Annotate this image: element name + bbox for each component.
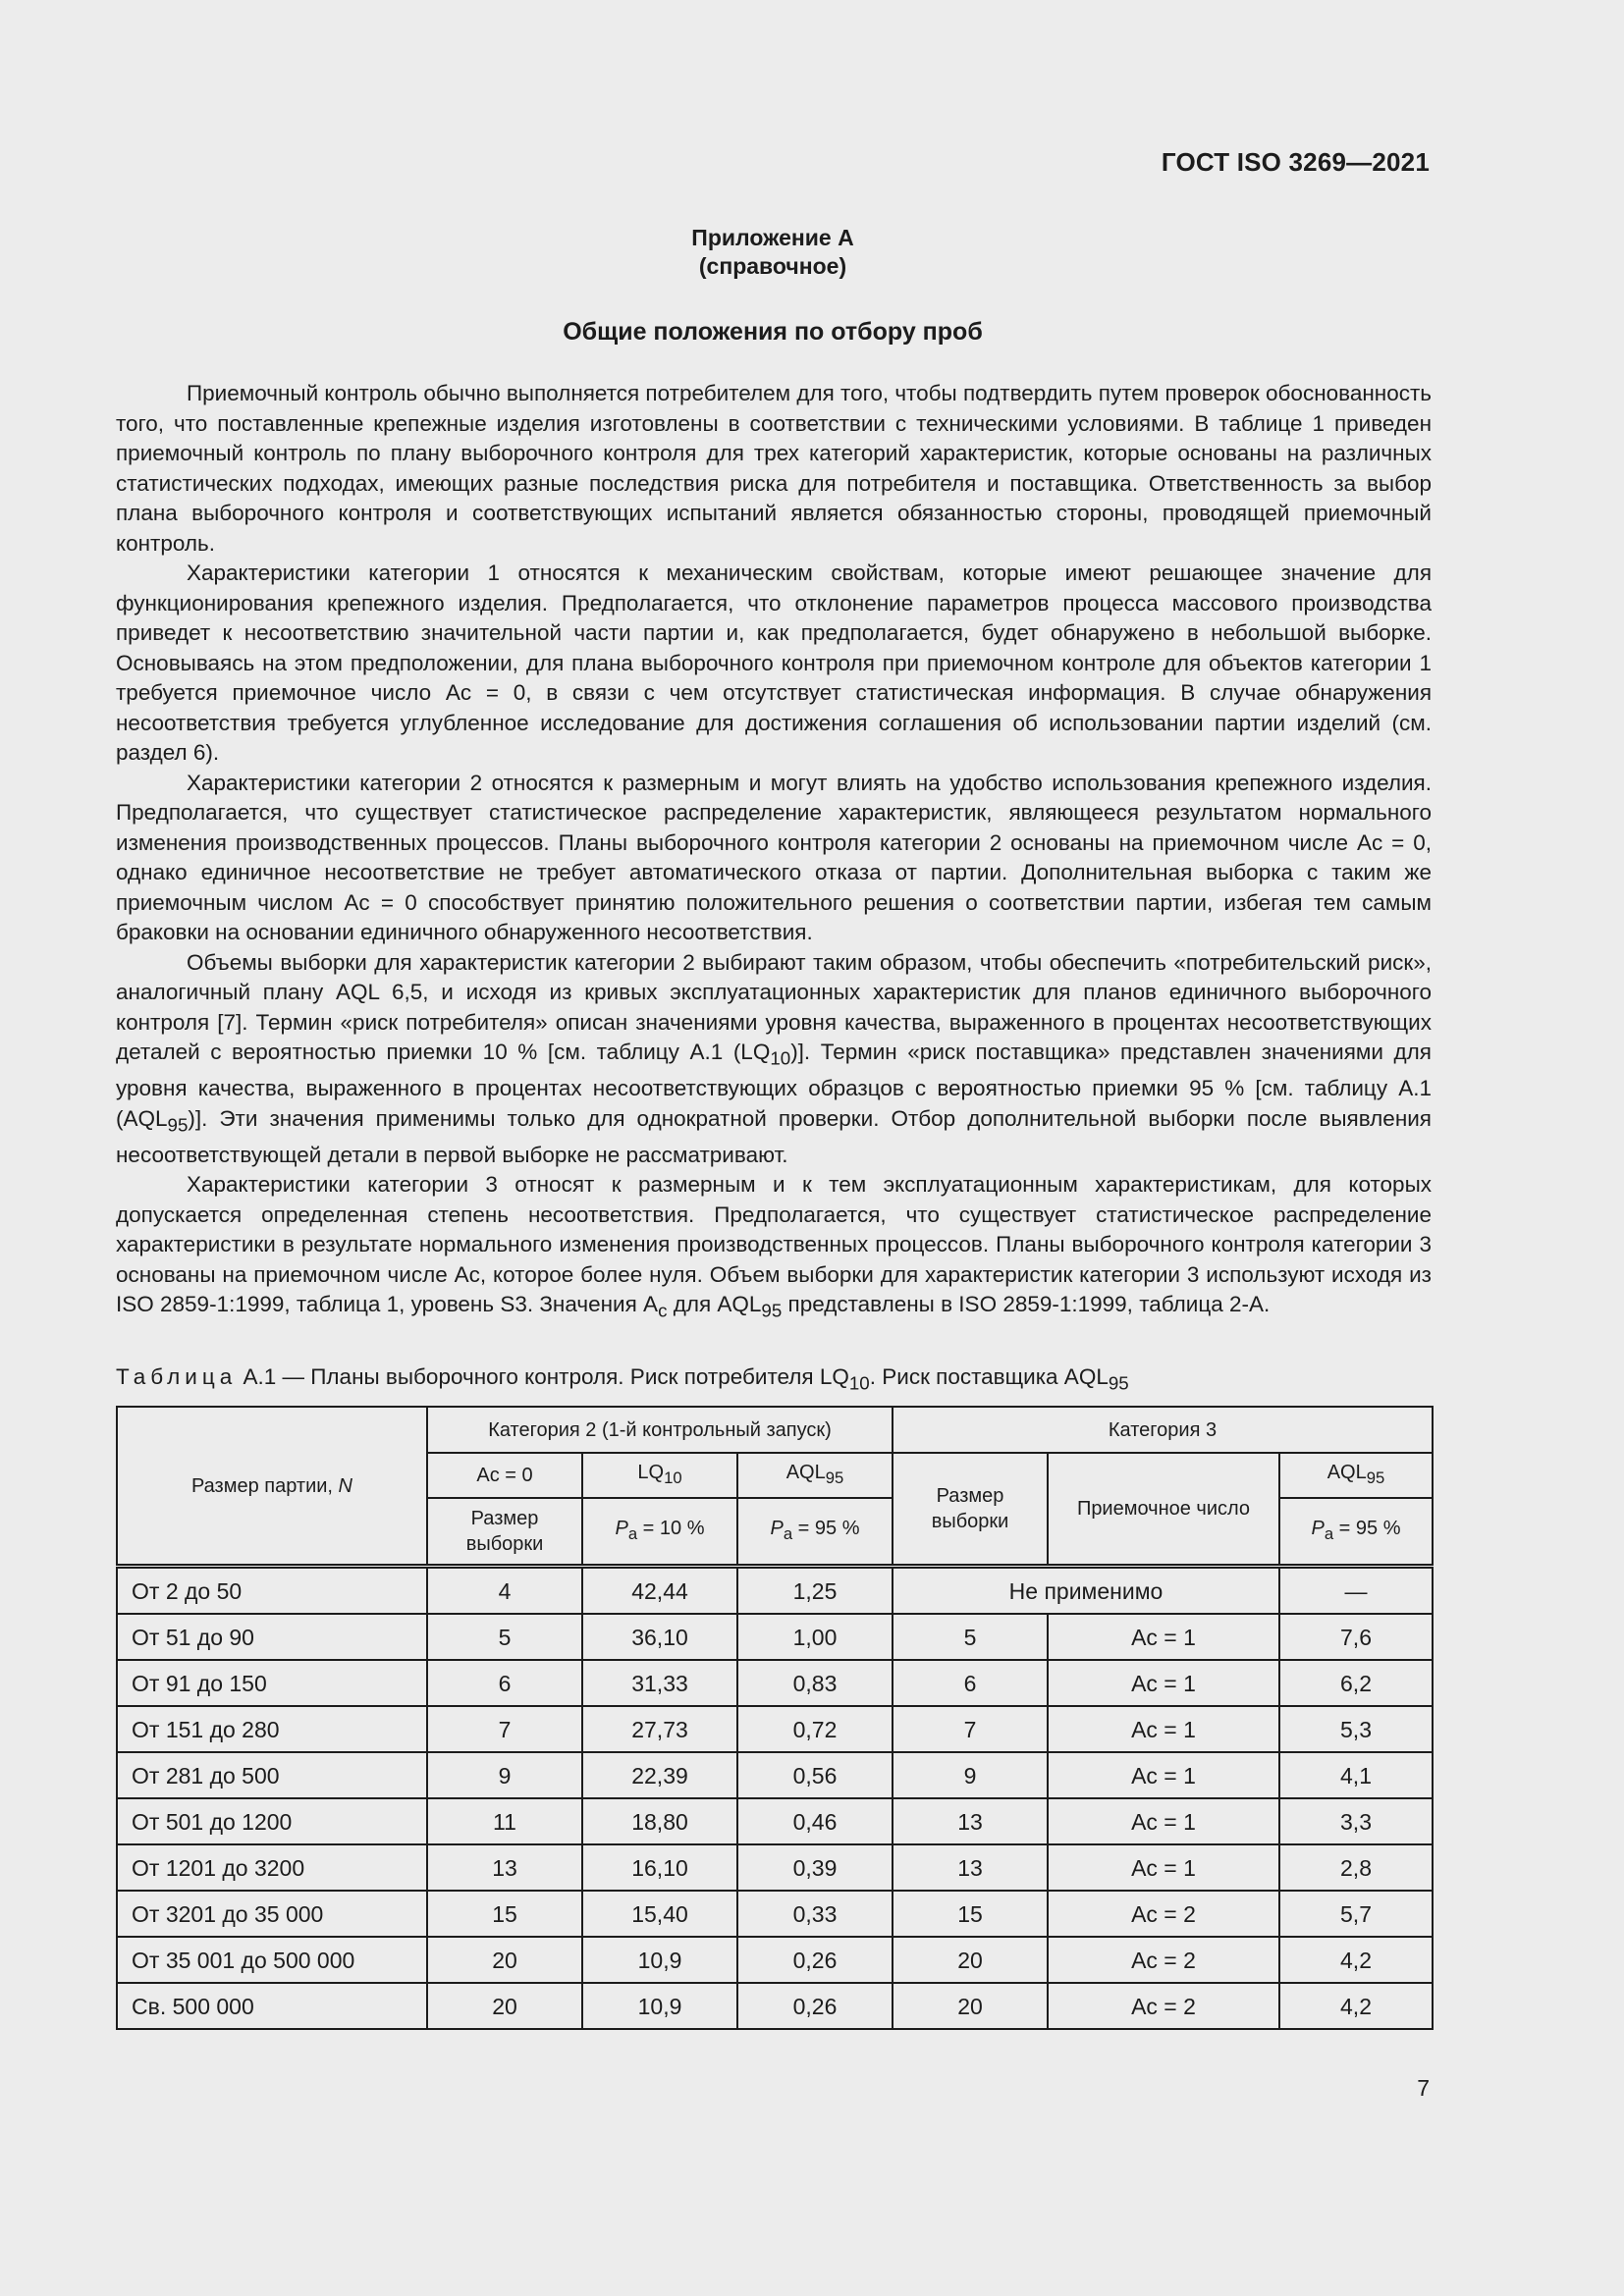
table-row — [117, 1798, 1433, 1844]
table-caption-part-b: . Риск поставщика AQL — [869, 1364, 1109, 1389]
cell-aql95-cat3: 4,1 — [1279, 1752, 1433, 1798]
paragraph-4-part-c: )]. Эти значения применимы только для однократной проверки. Отбор дополнительной выборки после выявления несоответствующей детали в первой выборке не рассматривают. — [116, 1105, 1432, 1167]
table-row — [117, 1614, 1433, 1660]
cell-lq10: 18,80 — [582, 1798, 737, 1844]
cell-aql95-cat2: 0,26 — [737, 1937, 893, 1983]
cell-lq10: 31,33 — [582, 1660, 737, 1706]
table-header-row-1 — [117, 1407, 1433, 1453]
header-sample-size-cat3: Размер выборки — [893, 1453, 1048, 1567]
paragraph-4-part-b: )]. Термин «риск поставщика» представлен значениями для уровня качества, выраженного в процентах несоответствующих образцов с вероятностью приемки 95 % [см. таблицу А.1 (AQL — [116, 1040, 1432, 1131]
header-ac0: Ac = 0 — [427, 1453, 582, 1498]
table-caption — [116, 1362, 1432, 1399]
appendix-subtitle: (справочное) — [698, 253, 847, 279]
cell-lot-size: Св. 500 000 — [117, 1983, 427, 2029]
header-aql95-cat2-label: AQL — [785, 1462, 826, 1483]
cell-aql95-cat3: 5,3 — [1279, 1706, 1433, 1752]
cell-acceptance-number: Ac = 1 — [1048, 1844, 1279, 1891]
table-caption-word: Таблица — [116, 1364, 238, 1389]
page-number: 7 — [1417, 2075, 1430, 2101]
cell-lot-size: От 151 до 280 — [117, 1706, 427, 1752]
table-caption-part-a: А.1 — Планы выборочного контроля. Риск потребителя LQ — [237, 1364, 849, 1389]
cell-sample-size-cat2: 20 — [427, 1937, 582, 1983]
cell-sample-size-cat2: 5 — [427, 1614, 582, 1660]
header-lq10-sub: 10 — [664, 1468, 682, 1487]
cell-lq10: 15,40 — [582, 1891, 737, 1937]
cell-aql95-cat3: 2,8 — [1279, 1844, 1433, 1891]
cell-aql95-cat2: 0,46 — [737, 1798, 893, 1844]
header-aql95-cat2-sub: 95 — [825, 1468, 844, 1487]
cell-sample-size-cat3: 5 — [893, 1614, 1048, 1660]
header-lot-size — [117, 1407, 427, 1567]
cell-acceptance-number: Ac = 2 — [1048, 1983, 1279, 2029]
paragraph-5-part-c: представлены в ISO 2859-1:1999, таблица 2-А. — [782, 1292, 1271, 1316]
cell-sample-size-cat2: 11 — [427, 1798, 582, 1844]
header-lq10-label: LQ — [637, 1462, 665, 1483]
cell-sample-size-cat2: 13 — [427, 1844, 582, 1891]
table-row — [117, 1891, 1433, 1937]
cell-aql95-cat3: 7,6 — [1279, 1614, 1433, 1660]
header-category-2: Категория 2 (1-й контрольный запуск) — [427, 1407, 893, 1453]
cell-sample-size-cat2: 20 — [427, 1983, 582, 2029]
cell-aql95-cat2: 1,25 — [737, 1567, 893, 1615]
header-pa95-cat2-sub: a — [783, 1524, 793, 1543]
cell-aql95-cat3: 4,2 — [1279, 1983, 1433, 2029]
paragraph-5-sub-1: c — [658, 1300, 668, 1321]
cell-lot-size: От 91 до 150 — [117, 1660, 427, 1706]
cell-acceptance-number: Ac = 1 — [1048, 1752, 1279, 1798]
header-sample-size-cat2: Размер выборки — [427, 1498, 582, 1567]
header-aql95-cat3-label: AQL — [1326, 1462, 1367, 1483]
cell-lq10: 27,73 — [582, 1706, 737, 1752]
paragraph-1: Приемочный контроль обычно выполняется потребителем для того, чтобы подтвердить путем проверок обоснованность того, что поставленные крепежные изделия изготовлены в соответствии с техническими условиями. В таблице 1 приведен приемочный контроль по плану выборочного контроля для трех категорий характеристик, которые основаны на различных статистических подходах, имеющих разные последствия риска для потребителя и поставщика. Ответственность за выбор плана выборочного контроля и соответствующих испытаний является обязанностью стороны, проводящей приемочный контроль. — [116, 381, 1432, 556]
header-pa95-cat2 — [737, 1498, 893, 1567]
cell-sample-size-cat3: 6 — [893, 1660, 1048, 1706]
cell-lot-size: От 1201 до 3200 — [117, 1844, 427, 1891]
cell-lot-size: От 51 до 90 — [117, 1614, 427, 1660]
cell-aql95-cat2: 0,56 — [737, 1752, 893, 1798]
cell-sample-size-cat2: 6 — [427, 1660, 582, 1706]
header-pa10 — [582, 1498, 737, 1567]
cell-not-applicable: Не применимо — [893, 1567, 1279, 1615]
cell-acceptance-number: Ac = 1 — [1048, 1798, 1279, 1844]
paragraph-5-sub-2: 95 — [761, 1300, 783, 1321]
header-pa10-value: = 10 % — [637, 1518, 705, 1539]
table-caption-sub-1: 10 — [848, 1372, 870, 1394]
cell-aql95-cat3: 6,2 — [1279, 1660, 1433, 1706]
cell-aql95-cat3: 3,3 — [1279, 1798, 1433, 1844]
cell-aql95-cat3: 5,7 — [1279, 1891, 1433, 1937]
cell-lq10: 10,9 — [582, 1983, 737, 2029]
paragraph-4-sub-1: 10 — [770, 1047, 791, 1069]
cell-aql95-cat2: 0,39 — [737, 1844, 893, 1891]
appendix-heading — [0, 224, 1545, 281]
cell-acceptance-number: Ac = 2 — [1048, 1891, 1279, 1937]
cell-aql95-cat2: 0,26 — [737, 1983, 893, 2029]
cell-lq10: 10,9 — [582, 1937, 737, 1983]
header-category-3: Категория 3 — [893, 1407, 1433, 1453]
paragraph-3: Характеристики категории 2 относятся к размерным и могут влиять на удобство использования крепежного изделия. Предполагается, что существует статистическое распределение характеристик, являющееся результатом нормального изменения производственных процессов. Планы выборочного контроля категории 2 основаны на приемочном числе Ac = 0, однако единичное несоответствие не требует автоматического отказа от партии. Дополнительная выборка с таким же приемочным числом Ac = 0 способствует принятию положительного решения о соответствии партии, избегая тем самым браковки на основании единичного обнаруженного несоответствия. — [116, 770, 1432, 944]
cell-aql95-cat2: 0,83 — [737, 1660, 893, 1706]
header-aql95-cat2 — [737, 1453, 893, 1498]
cell-sample-size-cat3: 9 — [893, 1752, 1048, 1798]
document-header: ГОСТ ISO 3269—2021 — [1161, 147, 1430, 177]
cell-sample-size-cat3: 13 — [893, 1798, 1048, 1844]
cell-sample-size-cat3: 7 — [893, 1706, 1048, 1752]
header-pa95-cat3-value: = 95 % — [1333, 1518, 1401, 1539]
cell-sample-size-cat2: 7 — [427, 1706, 582, 1752]
cell-aql95-cat3: — — [1279, 1567, 1433, 1615]
cell-sample-size-cat2: 15 — [427, 1891, 582, 1937]
cell-acceptance-number: Ac = 1 — [1048, 1706, 1279, 1752]
header-pa95-cat2-symbol: P — [770, 1518, 784, 1539]
cell-lq10: 42,44 — [582, 1567, 737, 1615]
cell-lot-size: От 35 001 до 500 000 — [117, 1937, 427, 1983]
cell-aql95-cat2: 0,72 — [737, 1706, 893, 1752]
header-pa10-symbol: P — [615, 1518, 628, 1539]
appendix-title: Приложение А — [691, 225, 854, 250]
header-pa10-sub: a — [627, 1524, 638, 1543]
cell-sample-size-cat2: 4 — [427, 1567, 582, 1615]
cell-lot-size: От 3201 до 35 000 — [117, 1891, 427, 1937]
cell-aql95-cat3: 4,2 — [1279, 1937, 1433, 1983]
cell-aql95-cat2: 0,33 — [737, 1891, 893, 1937]
table-row — [117, 1752, 1433, 1798]
cell-lq10: 36,10 — [582, 1614, 737, 1660]
paragraph-5 — [116, 1170, 1432, 1326]
body-text — [116, 379, 1432, 1326]
table-row — [117, 1567, 1433, 1615]
cell-lot-size: От 2 до 50 — [117, 1567, 427, 1615]
header-lot-size-label: Размер партии, — [190, 1474, 339, 1497]
paragraph-2: Характеристики категории 1 относятся к механическим свойствам, которые имеют решающее значение для функционирования крепежного изделия. Предполагается, что отклонение параметров процесса массового производства приведет к несоответствию значительной части партии и, как предполагается, будет обнаружено в небольшой выборке. Основываясь на этом предположении, для плана выборочного контроля при приемочном контроле для объектов категории 1 требуется приемочное число Ac = 0, в связи с чем отсутствует статистическая информация. В случае обнаружения несоответствия требуется углубленное исследование для достижения соглашения об использовании партии изделий (см. раздел 6). — [116, 561, 1432, 765]
cell-acceptance-number: Ac = 2 — [1048, 1937, 1279, 1983]
table-row — [117, 1937, 1433, 1983]
cell-sample-size-cat3: 20 — [893, 1937, 1048, 1983]
paragraph-5-part-b: для AQL — [667, 1292, 762, 1316]
table-row — [117, 1706, 1433, 1752]
header-lot-size-var: N — [338, 1474, 352, 1497]
cell-lot-size: От 281 до 500 — [117, 1752, 427, 1798]
table-caption-sub-2: 95 — [1108, 1372, 1129, 1394]
cell-sample-size-cat3: 15 — [893, 1891, 1048, 1937]
header-aql95-cat3 — [1279, 1453, 1433, 1498]
header-pa95-cat3-symbol: P — [1311, 1518, 1325, 1539]
cell-aql95-cat2: 1,00 — [737, 1614, 893, 1660]
cell-lot-size: От 501 до 1200 — [117, 1798, 427, 1844]
section-title: Общие положения по отбору проб — [563, 318, 983, 346]
header-pa95-cat3 — [1279, 1498, 1433, 1567]
table-row — [117, 1844, 1433, 1891]
cell-acceptance-number: Ac = 1 — [1048, 1614, 1279, 1660]
paragraph-5-part-a: Характеристики категории 3 относят к размерным и к тем эксплуатационным характеристикам, для которых допускается определенная степень несоответствия. Предполагается, что существует статистическое распределение характеристики в результате нормального изменения производственных процессов. Планы выборочного контроля категории 3 основаны на приемочном числе Ac, которое более нуля. Объем выборки для характеристик категории 3 используют исходя из ISO 2859-1:1999, таблица 1, уровень S3. Значения A — [116, 1172, 1432, 1316]
cell-sample-size-cat2: 9 — [427, 1752, 582, 1798]
sampling-plan-table — [116, 1406, 1434, 2030]
table-row — [117, 1660, 1433, 1706]
header-lq10 — [582, 1453, 737, 1498]
cell-acceptance-number: Ac = 1 — [1048, 1660, 1279, 1706]
cell-sample-size-cat3: 20 — [893, 1983, 1048, 2029]
header-pa95-cat2-value: = 95 % — [792, 1518, 860, 1539]
paragraph-4-part-a: Объемы выборки для характеристик категории 2 выбирают таким образом, чтобы обеспечить «потребительский риск», аналогичный плану AQL 6,5, и исходя из кривых эксплуатационных характеристик для планов единичного выборочного контроля [7]. Термин «риск потребителя» описан значениями уровня качества, выраженного в процентах несоответствующих деталей с вероятностью приемки 10 % [см. таблицу А.1 (LQ — [116, 949, 1432, 1064]
cell-lq10: 16,10 — [582, 1844, 737, 1891]
header-aql95-cat3-sub: 95 — [1366, 1468, 1385, 1487]
header-pa95-cat3-sub: a — [1324, 1524, 1334, 1543]
table-row — [117, 1983, 1433, 2029]
paragraph-4 — [116, 948, 1432, 1171]
paragraph-4-sub-2: 95 — [167, 1114, 189, 1135]
cell-lq10: 22,39 — [582, 1752, 737, 1798]
cell-sample-size-cat3: 13 — [893, 1844, 1048, 1891]
header-acceptance-number: Приемочное число — [1048, 1453, 1279, 1567]
